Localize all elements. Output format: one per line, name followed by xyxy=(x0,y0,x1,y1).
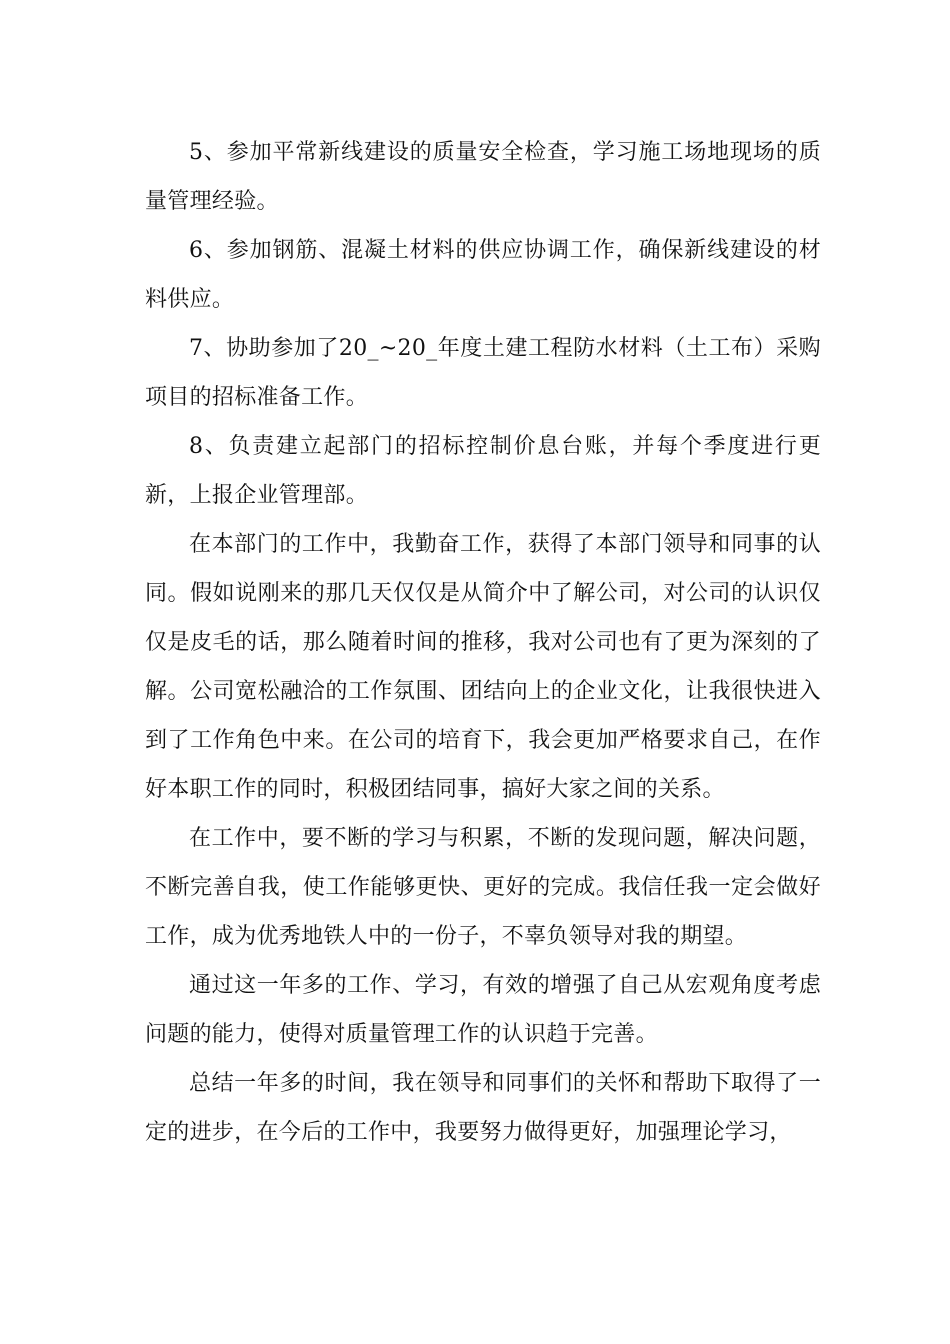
paragraph-item-5: 5、参加平常新线建设的质量安全检查，学习施工场地现场的质量管理经验。 xyxy=(145,140,821,214)
document-body xyxy=(145,128,821,1157)
paragraph-item-7: 7、协助参加了20_~20_年度土建工程防水材料（土工布）采购项目的招标准备工作。 xyxy=(145,336,821,410)
paragraph-item-6: 6、参加钢筋、混凝土材料的供应协调工作，确保新线建设的材料供应。 xyxy=(145,238,821,312)
paragraph-improvement: 通过这一年多的工作、学习，有效的增强了自己从宏观角度考虑问题的能力，使得对质量管理工作的认识趋于完善。 xyxy=(145,973,821,1047)
paragraph-continuous-learning: 在工作中，要不断的学习与积累，不断的发现问题，解决问题，不断完善自我，使工作能够更快、更好的完成。我信任我一定会做好工作，成为优秀地铁人中的一份子，不辜负领导对我的期望。 xyxy=(145,826,821,949)
paragraph-item-8: 8、负责建立起部门的招标控制价息台账，并每个季度进行更新，上报企业管理部。 xyxy=(145,434,821,508)
paragraph-department-work: 在本部门的工作中，我勤奋工作，获得了本部门领导和同事的认同。假如说刚来的那几天仅仅是从简介中了解公司，对公司的认识仅仅是皮毛的话，那么随着时间的推移，我对公司也有了更为深刻的了解。公司宽松融洽的工作氛围、团结向上的企业文化，让我很快进入到了工作角色中来。在公司的培育下，我会更加严格要求自己，在作好本职工作的同时，积极团结同事，搞好大家之间的关系。 xyxy=(145,532,821,802)
paragraph-summary: 总结一年多的时间，我在领导和同事们的关怀和帮助下取得了一定的进步，在今后的工作中，我要努力做得更好，加强理论学习， xyxy=(145,1071,821,1145)
